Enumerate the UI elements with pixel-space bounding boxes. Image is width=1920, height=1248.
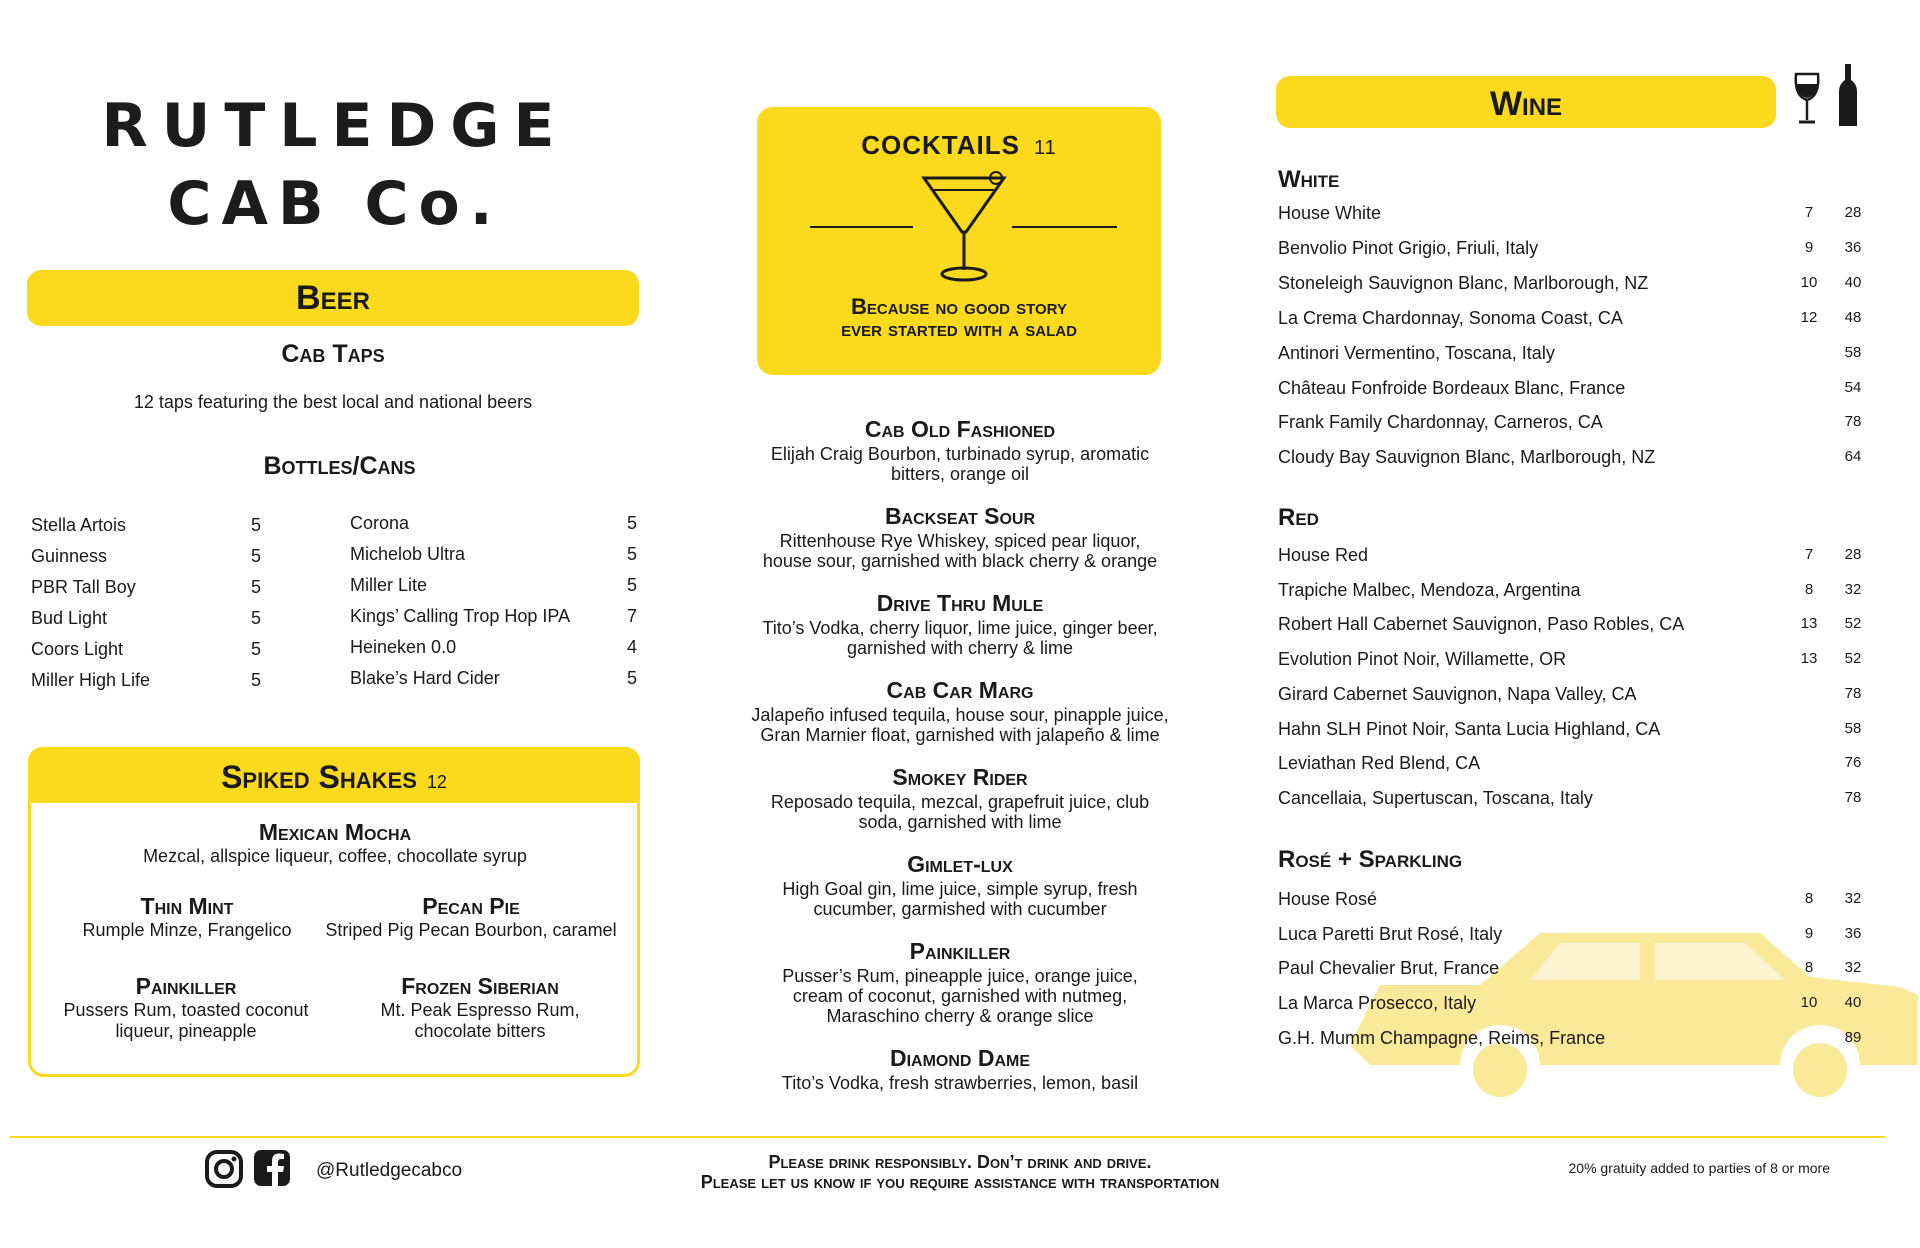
beer-item — [31, 634, 261, 665]
wine-bottle-price: 28 — [1844, 204, 1862, 221]
beer-name: Miller Lite — [350, 575, 428, 595]
shake-item — [80, 818, 590, 867]
wine-bottle-price: 52 — [1844, 615, 1862, 632]
cocktail-description: Gran Marnier float, garnished with jalapeño & lime — [760, 725, 1160, 745]
wine-bottle-price: 40 — [1844, 994, 1862, 1011]
beer-item — [350, 539, 637, 570]
wine-glass-price: 8 — [1804, 890, 1814, 907]
beer-list-2 — [350, 508, 637, 694]
wine-item — [1278, 301, 1868, 335]
beer-name: Miller High Life — [31, 670, 151, 690]
tagline-line-2: ever started with a salad — [841, 316, 1077, 341]
wine-name: Evolution Pinot Noir, Willamette, OR — [1278, 649, 1567, 669]
beer-item — [350, 632, 637, 663]
beer-name: Blake’s Hard Cider — [350, 668, 500, 688]
wine-glass-price: 10 — [1800, 994, 1818, 1011]
wine-bottle-price: 32 — [1844, 959, 1862, 976]
beer-name: Corona — [350, 513, 410, 533]
wine-item — [1278, 371, 1868, 405]
cocktail-description: Pusser’s Rum, pineapple juice, orange juice, — [782, 966, 1138, 986]
wine-bottle-price: 36 — [1844, 239, 1862, 256]
beer-price: 5 — [626, 544, 637, 564]
wine-item — [1278, 231, 1868, 265]
shake-item — [56, 892, 318, 941]
wine-glass-price: 9 — [1804, 239, 1814, 256]
beer-name: Stella Artois — [31, 515, 127, 535]
shake-title: Frozen Siberian — [401, 973, 559, 999]
tagline-line-1: Because no good story — [851, 294, 1067, 319]
divider-left — [810, 226, 913, 228]
beer-name: Bud Light — [31, 608, 108, 628]
white-wine-title: White — [1278, 166, 1340, 193]
wine-item — [1278, 266, 1868, 300]
red-wine-title: Red — [1278, 504, 1319, 531]
wine-bottle-price: 54 — [1844, 379, 1862, 396]
bottles-cans-title: Bottles/Cans — [263, 452, 416, 480]
notice-line-1: Please drink responsibly. Don’t drink and drive. — [768, 1152, 1152, 1172]
shake-item — [360, 972, 600, 1042]
footer-divider — [10, 1136, 1885, 1138]
beer-price: 5 — [250, 670, 261, 690]
shakes-price: 12 — [426, 772, 447, 792]
wine-name: Leviathan Red Blend, CA — [1278, 753, 1481, 773]
wine-glass-price: 7 — [1804, 546, 1814, 563]
brand-logo — [55, 91, 615, 239]
notice-line-2: Please let us know if you require assistance with transportation — [700, 1172, 1220, 1192]
shake-description: Rumple Minze, Frangelico — [82, 920, 292, 940]
cocktail-title: Diamond Dame — [889, 1045, 1031, 1071]
wine-bottle-price: 40 — [1844, 274, 1862, 291]
beer-price: 5 — [250, 515, 261, 535]
cocktail-description: Tito’s Vodka, fresh strawberries, lemon, basil — [781, 1073, 1139, 1093]
beer-name: Guinness — [31, 546, 108, 566]
cocktail-description: Tito’s Vodka, cherry liquor, lime juice, ginger beer, — [762, 618, 1158, 638]
rose-sparkling-title: Rosé + Sparkling — [1278, 846, 1463, 873]
wine-name: Robert Hall Cabernet Sauvignon, Paso Robles, CA — [1278, 614, 1685, 634]
cocktail-title: Cab Car Marg — [886, 677, 1034, 703]
wine-item — [1278, 951, 1868, 985]
beer-item — [31, 603, 261, 634]
wine-bottle-price: 78 — [1844, 789, 1862, 806]
shake-description: Mezcal, allspice liqueur, coffee, chocollate syrup — [143, 846, 527, 866]
wine-glass-price: 13 — [1800, 615, 1818, 632]
wine-name: La Crema Chardonnay, Sonoma Coast, CA — [1278, 308, 1623, 328]
divider-right — [1012, 226, 1117, 228]
cocktail-description: house sour, garnished with black cherry & orange — [762, 551, 1158, 571]
cocktail-description: Reposado tequila, mezcal, grapefruit juice, club — [770, 792, 1150, 812]
gratuity-note: 20% gratuity added to parties of 8 or more — [1568, 1160, 1830, 1176]
cocktail-description: cream of coconut, garnished with nutmeg, — [792, 986, 1128, 1006]
wine-item — [1278, 712, 1868, 746]
facebook-icon[interactable] — [254, 1150, 290, 1186]
wine-item — [1278, 196, 1868, 230]
beer-item — [350, 508, 637, 539]
cab-taps-title: Cab Taps — [281, 340, 385, 368]
beer-price: 7 — [626, 606, 637, 626]
cocktail-description: garnished with cherry & lime — [846, 638, 1074, 658]
wine-name: Antinori Vermentino, Toscana, Italy — [1278, 343, 1555, 363]
wine-bottle-price: 36 — [1844, 925, 1862, 942]
wine-item — [1278, 573, 1868, 607]
wine-bottle-price: 64 — [1844, 448, 1862, 465]
wine-name: Château Fonfroide Bordeaux Blanc, France — [1278, 378, 1626, 398]
wine-item — [1278, 917, 1868, 951]
beer-price: 5 — [250, 546, 261, 566]
beer-banner: Beer — [27, 270, 639, 326]
wine-bottle-price: 78 — [1844, 685, 1862, 702]
wine-glass-price: 8 — [1804, 959, 1814, 976]
cocktail-item — [720, 501, 1200, 571]
beer-price: 5 — [250, 577, 261, 597]
wine-bottle-price: 89 — [1844, 1029, 1862, 1046]
wine-name: Cloudy Bay Sauvignon Blanc, Marlborough, NZ — [1278, 447, 1656, 467]
beer-item — [350, 663, 637, 694]
cocktails-price: 11 — [1033, 137, 1057, 159]
wine-item — [1278, 336, 1868, 370]
cocktail-item — [720, 414, 1200, 484]
cocktail-description: High Goal gin, lime juice, simple syrup, fresh — [782, 879, 1138, 899]
wine-bottle-price: 28 — [1844, 546, 1862, 563]
wine-name: Benvolio Pinot Grigio, Friuli, Italy — [1278, 238, 1539, 258]
wine-name: House White — [1278, 203, 1382, 223]
wine-bottle-price: 76 — [1844, 754, 1862, 771]
wine-item — [1278, 642, 1868, 676]
wine-name: Cancellaia, Supertuscan, Toscana, Italy — [1278, 788, 1593, 808]
shake-item — [50, 972, 322, 1042]
cocktail-description: soda, garnished with lime — [858, 812, 1062, 832]
cocktails-title-text: COCKTAILS — [861, 130, 1020, 160]
wine-name: Hahn SLH Pinot Noir, Santa Lucia Highland, CA — [1278, 719, 1661, 739]
shake-title: Pecan Pie — [422, 893, 520, 919]
cocktail-description: Elijah Craig Bourbon, turbinado syrup, aromatic — [770, 444, 1150, 464]
wine-glass-price: 7 — [1804, 204, 1814, 221]
wine-item — [1278, 607, 1868, 641]
beer-item — [31, 665, 261, 696]
beer-name: Coors Light — [31, 639, 124, 659]
wine-name: G.H. Mumm Champagne, Reims, France — [1278, 1028, 1606, 1048]
wine-bottle-price: 52 — [1844, 650, 1862, 667]
wine-bottle-price: 48 — [1844, 309, 1862, 326]
shakes-title: Spiked Shakes — [221, 759, 417, 795]
cocktail-title: Painkiller — [909, 938, 1011, 964]
wine-bottle-icon — [1838, 64, 1858, 126]
wine-bottle-price: 58 — [1844, 344, 1862, 361]
shake-description: Pussers Rum, toasted coconut liqueur, pineapple — [63, 1000, 309, 1041]
wine-glass-price: 12 — [1800, 309, 1818, 326]
wine-item — [1278, 405, 1868, 439]
wine-name: Frank Family Chardonnay, Carneros, CA — [1278, 412, 1603, 432]
wine-name: Girard Cabernet Sauvignon, Napa Valley, CA — [1278, 684, 1637, 704]
cocktail-description: bitters, orange oil — [890, 464, 1030, 484]
cocktail-item — [720, 849, 1200, 919]
wine-banner: Wine — [1276, 76, 1776, 128]
beer-item — [31, 541, 261, 572]
cocktail-description: Rittenhouse Rye Whiskey, spiced pear liquor, — [779, 531, 1141, 551]
shake-item — [312, 892, 630, 941]
cocktail-title: Backseat Sour — [884, 503, 1036, 529]
beer-price: 5 — [250, 608, 261, 628]
wine-item — [1278, 677, 1868, 711]
shake-title: Thin Mint — [140, 893, 234, 919]
wine-name: Trapiche Malbec, Mendoza, Argentina — [1278, 580, 1581, 600]
wine-item — [1278, 440, 1868, 474]
cocktail-item — [720, 588, 1200, 658]
wine-name: House Red — [1278, 545, 1369, 565]
cocktail-title: Drive Thru Mule — [876, 590, 1044, 616]
cocktails-title — [757, 130, 1161, 161]
shakes-banner — [28, 747, 640, 803]
beer-name: PBR Tall Boy — [31, 577, 136, 597]
wine-bottle-price: 32 — [1844, 581, 1862, 598]
beer-price: 4 — [626, 637, 637, 657]
wine-bottle-price: 78 — [1844, 413, 1862, 430]
brand-line-2: CAB Co. — [167, 169, 503, 239]
brand-line-1: RUTLEDGE — [101, 91, 569, 161]
beer-name: Michelob Ultra — [350, 544, 466, 564]
wine-name: Paul Chevalier Brut, France — [1278, 958, 1500, 978]
wine-glass-price: 10 — [1800, 274, 1818, 291]
martini-glass-icon — [918, 170, 1010, 285]
wine-glass-price: 9 — [1804, 925, 1814, 942]
responsibility-notice — [600, 1152, 1320, 1192]
beer-price: 5 — [626, 668, 637, 688]
shake-description: Mt. Peak Espresso Rum, chocolate bitters — [380, 1000, 580, 1041]
wine-name: La Marca Prosecco, Italy — [1278, 993, 1477, 1013]
cab-taps-description: 12 taps featuring the best local and national beers — [133, 392, 533, 412]
cocktail-title: Smokey Rider — [892, 764, 1028, 790]
beer-price: 5 — [626, 513, 637, 533]
social-handle[interactable]: @Rutledgecabco — [316, 1160, 463, 1181]
cocktails-tagline — [757, 296, 1161, 340]
beer-name: Heineken 0.0 — [350, 637, 457, 657]
cocktail-description: Maraschino cherry & orange slice — [826, 1006, 1094, 1026]
instagram-icon[interactable] — [205, 1150, 243, 1188]
beer-item — [350, 601, 637, 632]
shake-description: Striped Pig Pecan Bourbon, caramel — [325, 920, 617, 940]
wine-name: House Rosé — [1278, 889, 1378, 909]
cocktail-item — [720, 936, 1200, 1026]
wine-glass-icon — [1792, 72, 1822, 126]
wine-item — [1278, 986, 1868, 1020]
beer-price: 5 — [626, 575, 637, 595]
shake-title: Painkiller — [135, 973, 237, 999]
cocktail-title: Gimlet-lux — [907, 851, 1013, 877]
wine-bottle-price: 32 — [1844, 890, 1862, 907]
wine-name: Luca Paretti Brut Rosé, Italy — [1278, 924, 1503, 944]
cocktail-item — [720, 675, 1200, 745]
wine-glass-price: 13 — [1800, 650, 1818, 667]
beer-name: Kings’ Calling Trop Hop IPA — [350, 606, 571, 626]
wine-item — [1278, 781, 1868, 815]
wine-name: Stoneleigh Sauvignon Blanc, Marlborough, NZ — [1278, 273, 1649, 293]
wine-glass-price: 8 — [1804, 581, 1814, 598]
beer-item — [31, 572, 261, 603]
cocktail-description: Jalapeño infused tequila, house sour, pinapple juice, — [751, 705, 1169, 725]
wine-item — [1278, 1021, 1868, 1055]
cocktail-item — [720, 1043, 1200, 1093]
beer-list-1 — [31, 510, 261, 696]
beer-item — [350, 570, 637, 601]
cocktail-item — [720, 762, 1200, 832]
wine-item — [1278, 746, 1868, 780]
cocktail-description: cucumber, garmished with cucumber — [813, 899, 1107, 919]
wine-item — [1278, 882, 1868, 916]
beer-item — [31, 510, 261, 541]
wine-item — [1278, 538, 1868, 572]
cocktail-title: Cab Old Fashioned — [864, 416, 1056, 442]
shake-title: Mexican Mocha — [258, 819, 412, 845]
beer-price: 5 — [250, 639, 261, 659]
wine-bottle-price: 58 — [1844, 720, 1862, 737]
